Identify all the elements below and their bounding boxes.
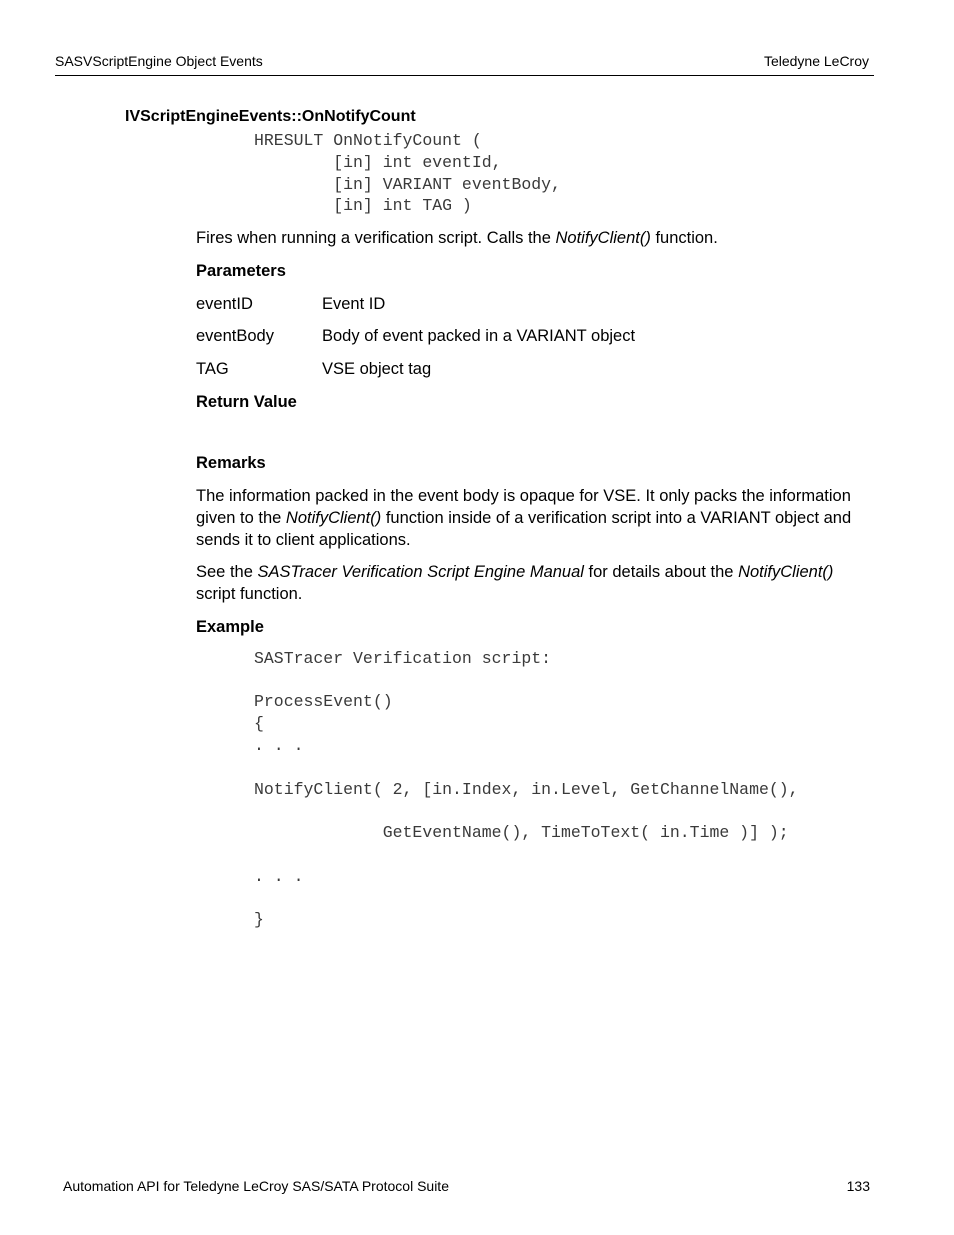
remarks-text: function inside of a verification script into a VARIANT object and sends it to client applications. — [196, 509, 852, 549]
footer-title: Automation API for Teledyne LeCroy SAS/SATA Protocol Suite — [63, 1178, 449, 1194]
code-line: GetEventName(), TimeToText( in.Time )] ); — [254, 823, 789, 842]
signature-line: HRESULT OnNotifyCount ( — [254, 131, 482, 150]
param-name: TAG — [196, 360, 229, 378]
page-number: 133 — [846, 1178, 870, 1194]
signature-line: [in] int TAG ) — [254, 196, 472, 215]
remarks-text: The information packed in the event body is opaque for VSE. It only packs the information given to the — [196, 487, 851, 527]
description — [196, 227, 876, 249]
param-description: Body of event packed in a VARIANT object — [322, 327, 636, 345]
description-text: function. — [650, 229, 718, 247]
code-line: . . . — [254, 867, 304, 886]
code-line: { — [254, 714, 264, 733]
remarks-text: script function. — [196, 585, 303, 603]
example-heading: Example — [196, 618, 264, 636]
remarks-text: See the — [196, 563, 258, 581]
param-description: VSE object tag — [322, 360, 432, 378]
manual-title: SASTracer Verification Script Engine Manual — [257, 563, 584, 581]
section-title: IVScriptEngineEvents::OnNotifyCount — [125, 108, 416, 125]
description-text: Fires when running a verification script. Calls the — [196, 229, 556, 247]
function-name: NotifyClient() — [285, 509, 382, 527]
code-line: NotifyClient( 2, [in.Index, in.Level, GetChannelName(), — [254, 780, 799, 799]
remarks-heading: Remarks — [196, 454, 266, 472]
code-line: SASTracer Verification script: — [254, 649, 552, 668]
param-name: eventID — [196, 295, 253, 313]
header-divider — [55, 75, 874, 76]
running-header-title: SASVScriptEngine Object Events — [55, 53, 263, 69]
parameters-heading: Parameters — [196, 262, 286, 280]
running-header-company: Teledyne LeCroy — [763, 53, 869, 69]
function-name: NotifyClient() — [738, 563, 834, 581]
code-line: } — [254, 910, 264, 929]
remarks-text: for details about the — [583, 563, 739, 581]
param-name: eventBody — [196, 327, 274, 345]
code-line: . . . — [254, 736, 304, 755]
function-name: NotifyClient() — [555, 229, 651, 247]
remarks-paragraph-2 — [196, 561, 872, 605]
signature-line: [in] int eventId, — [254, 153, 502, 172]
remarks-paragraph-1 — [196, 485, 872, 551]
return-value-heading: Return Value — [196, 393, 297, 411]
signature-line: [in] VARIANT eventBody, — [254, 175, 561, 194]
code-line: ProcessEvent() — [254, 692, 393, 711]
param-description: Event ID — [322, 295, 386, 313]
